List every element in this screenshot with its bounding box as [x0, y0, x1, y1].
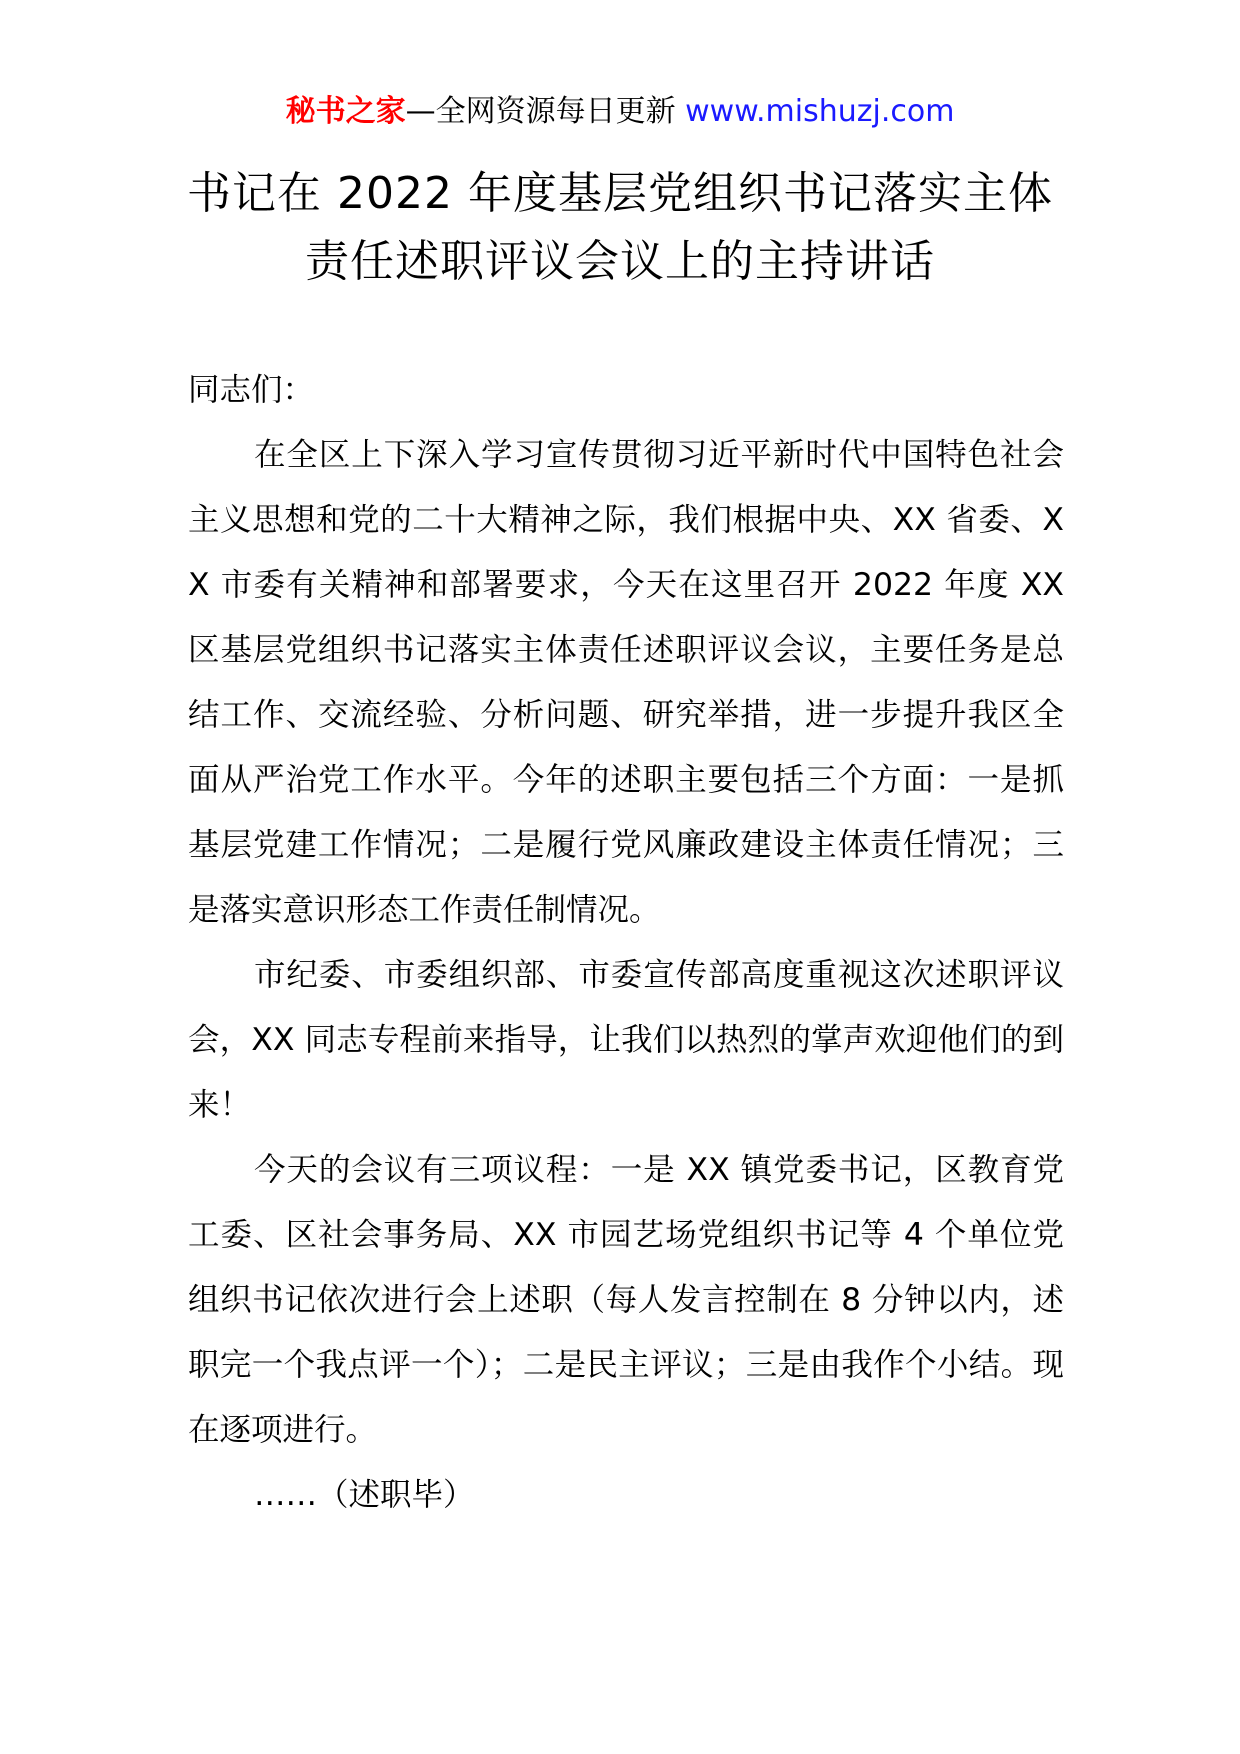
- document-title: [0, 160, 1240, 296]
- document-body: [188, 358, 1064, 1528]
- title-line-1: 书记在 2022 年度基层党组织书记落实主体: [187, 168, 1053, 219]
- site-url-link[interactable]: www.mishuzj.com: [685, 94, 955, 129]
- salutation: 同志们：: [188, 372, 315, 408]
- paragraph-ending: ……（述职毕）: [254, 1477, 475, 1513]
- paragraph-agenda: 今天的会议有三项议程：一是 XX 镇党委书记，区教育党工委、区社会事务局、XX 市园艺场党组织书记等 4 个单位党组织书记依次进行会上述职（每人发言控制在 8 分钟以内，述职完一个我点评一个）；二是民主评议；三是由我作个小结。现在逐项进行。: [188, 1152, 1064, 1448]
- site-header: [0, 92, 1240, 132]
- paragraph-welcome: 市纪委、市委组织部、市委宣传部高度重视这次述职评议会，XX 同志专程前来指导，让我们以热烈的掌声欢迎他们的到来！: [188, 957, 1064, 1123]
- brand-name: 秘书之家: [285, 94, 406, 129]
- paragraph-intro: 在全区上下深入学习宣传贯彻习近平新时代中国特色社会主义思想和党的二十大精神之际，我们根据中央、XX 省委、XX 市委有关精神和部署要求，今天在这里召开 2022 年度 XX 区基层党组织书记落实主体责任述职评议会议，主要任务是总结工作、交流经验、分析问题、研究举措，进一步提升我区全面从严治党工作水平。今年的述职主要包括三个方面：一是抓基层党建工作情况；二是履行党风廉政建设主体责任情况；三是落实意识形态工作责任制情况。: [188, 437, 1064, 928]
- header-tagline: —全网资源每日更新: [405, 94, 676, 129]
- title-line-2: 责任述职评议会议上的主持讲话: [305, 236, 935, 287]
